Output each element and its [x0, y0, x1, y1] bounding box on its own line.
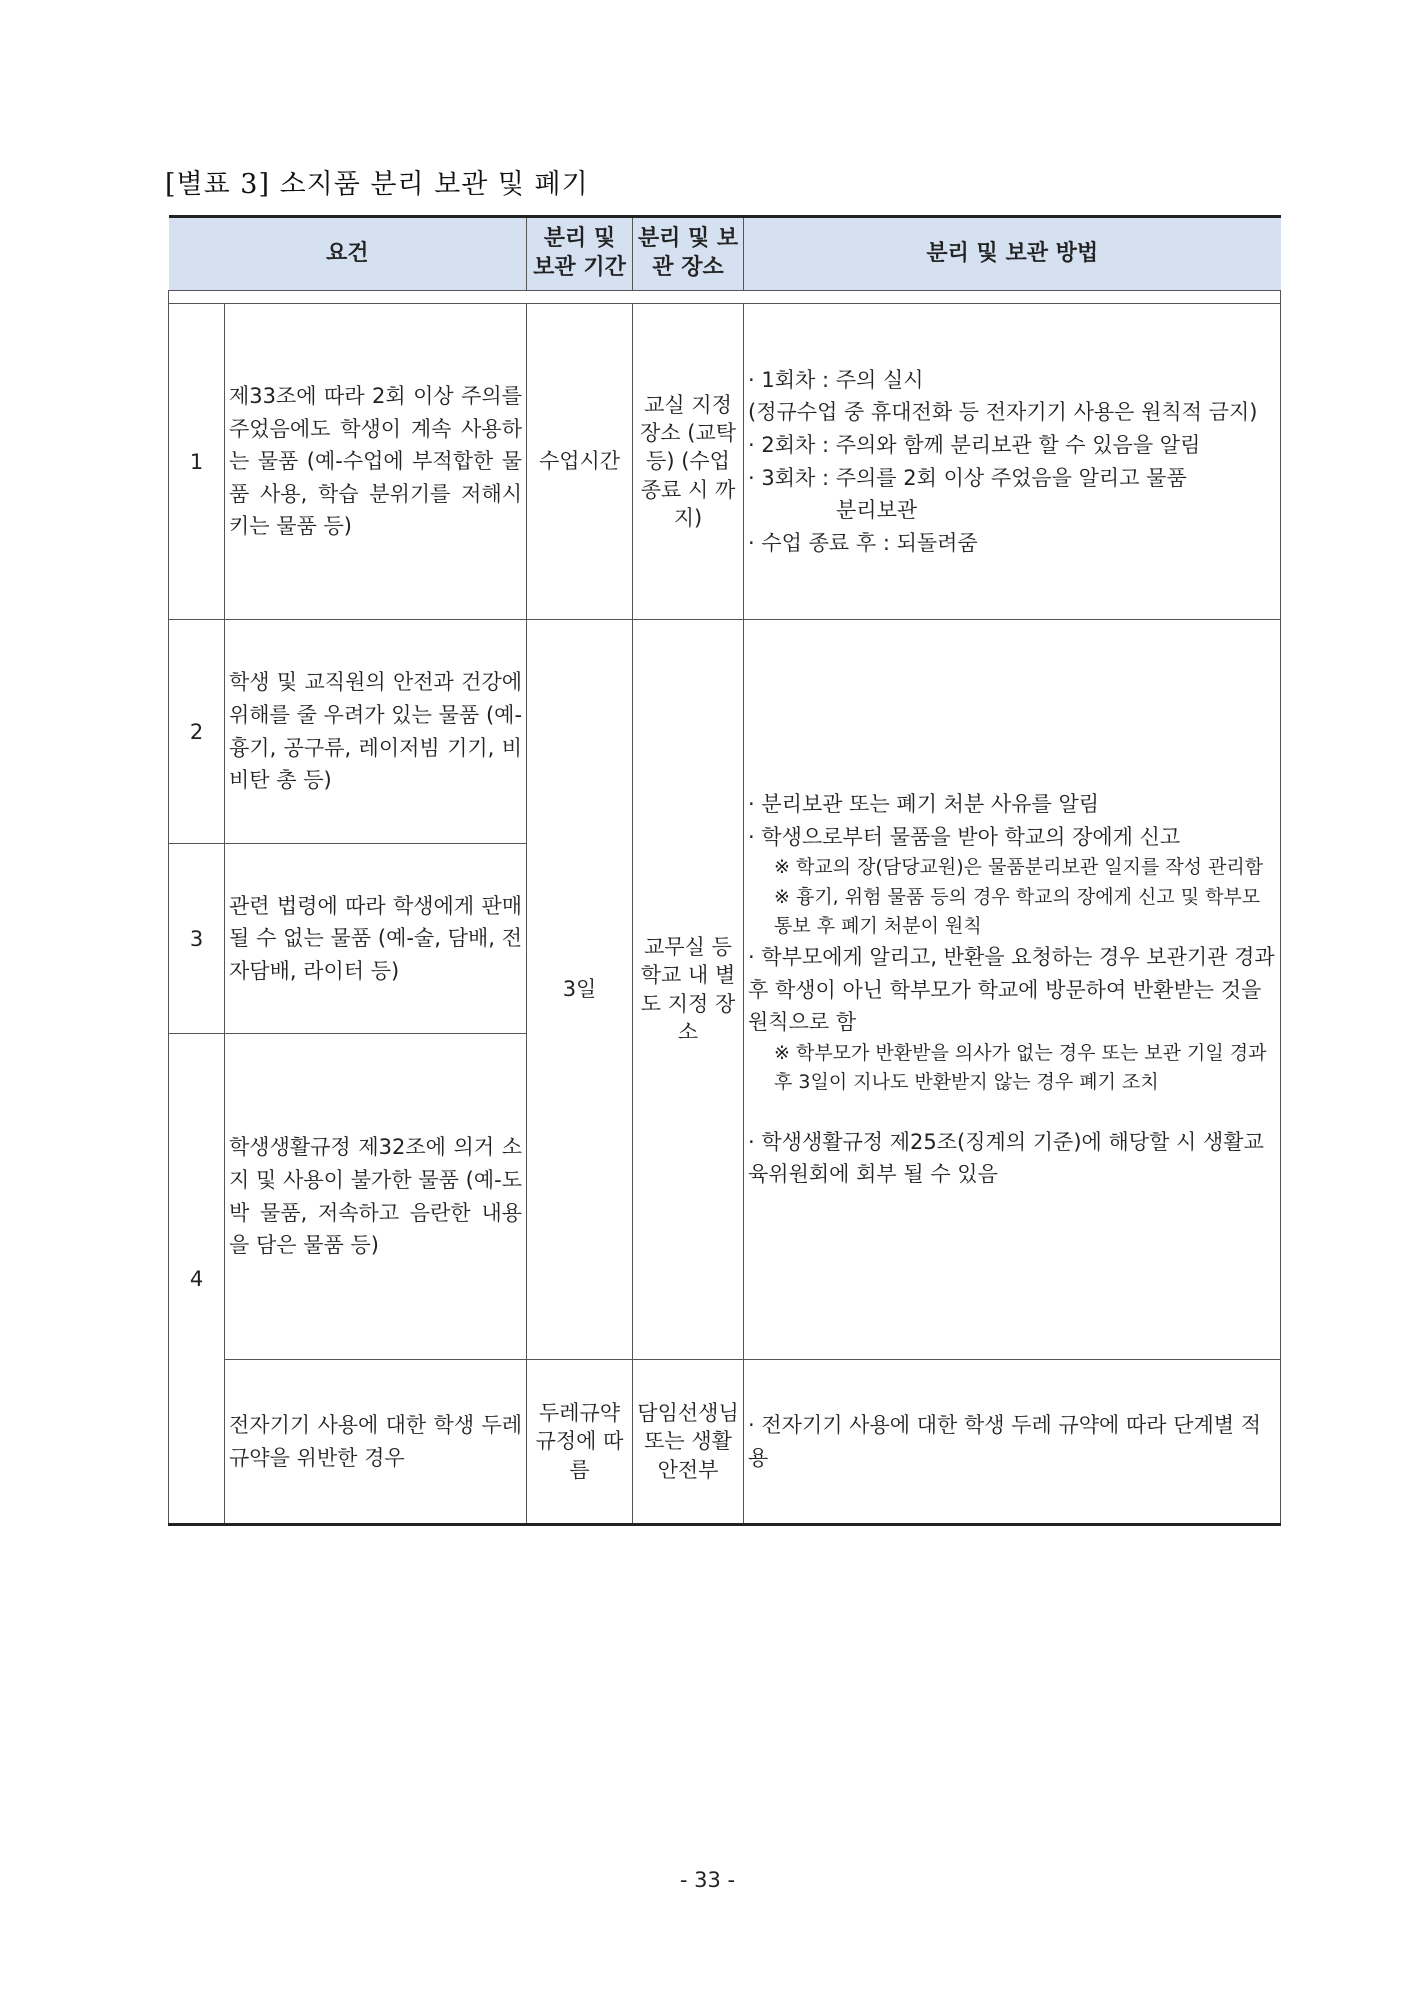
regulation-table [168, 215, 1281, 1526]
header-requirement: 요건 [169, 217, 527, 291]
method-line: · 학생생활규정 제25조(징계의 기준)에 해당할 시 생활교육위원회에 회부 될 수 있음 [748, 1129, 1264, 1187]
row-number: 2 [169, 620, 225, 844]
row-period: 수업시간 [527, 304, 633, 620]
shared-method [744, 620, 1281, 1360]
shared-place: 교무실 등 학교 내 별도 지정 장소 [633, 620, 744, 1360]
row-requirement: 전자기기 사용에 대한 학생 두레 규약을 위반한 경우 [225, 1360, 527, 1525]
row-method: · 전자기기 사용에 대한 학생 두레 규약에 따라 단계별 적용 [744, 1360, 1281, 1525]
row-requirement: 관련 법령에 따라 학생에게 판매될 수 없는 물품 (예-술, 담배, 전자담배, 라이터 등) [225, 844, 527, 1034]
method-line: · 2회차 : 주의와 함께 분리보관 할 수 있음을 알림 [748, 432, 1201, 457]
row-number: 1 [169, 304, 225, 620]
table-row [169, 620, 1281, 844]
method-line: · 1회차 : 주의 실시 [748, 367, 924, 392]
header-method: 분리 및 보관 방법 [744, 217, 1281, 291]
row-requirement: 제33조에 따라 2회 이상 주의를 주었음에도 학생이 계속 사용하는 물품 (예-수업에 부적합한 물품 사용, 학습 분위기를 저해시키는 물품 등) [225, 304, 527, 620]
method-line: (정규수업 중 휴대전화 등 전자기기 사용은 원칙적 금지) [748, 400, 1258, 425]
method-line: · 학생으로부터 물품을 받아 학교의 장에게 신고 [748, 824, 1181, 849]
row-requirement: 학생생활규정 제32조에 의거 소지 및 사용이 불가한 물품 (예-도박 물품, 저속하고 음란한 내용을 담은 물품 등) [225, 1034, 527, 1360]
method-note: ※ 학교의 장(담당교원)은 물품분리보관 일지를 작성 관리함 [774, 856, 1264, 879]
table-row [169, 1360, 1281, 1525]
method-line: · 분리보관 또는 폐기 처분 사유를 알림 [748, 791, 1100, 816]
method-line: · 수업 종료 후 : 되돌려줌 [748, 530, 978, 555]
method-note: ※ 학부모가 반환받을 의사가 없는 경우 또는 보관 기일 경과 후 3일이 지나도 반환받지 않는 경우 폐기 조치 [774, 1042, 1267, 1094]
row-place: 교실 지정 장소 (교탁 등) (수업 종료 시 까지) [633, 304, 744, 620]
row-method [744, 304, 1281, 620]
row-number: 3 [169, 844, 225, 1034]
method-line: 분리보관 [836, 498, 918, 523]
row-requirement: 학생 및 교직원의 안전과 건강에 위해를 줄 우려가 있는 물품 (예-흉기, 공구류, 레이저빔 기기, 비비탄 총 등) [225, 620, 527, 844]
row-place: 담임선생님 또는 생활안전부 [633, 1360, 744, 1525]
method-line: · 3회차 : 주의를 2회 이상 주었음을 알리고 물품 [748, 465, 1187, 490]
page-number: - 33 - [679, 1868, 736, 1892]
row-period: 두레규약 규정에 따름 [527, 1360, 633, 1525]
method-line: · 학부모에게 알리고, 반환을 요청하는 경우 보관기관 경과 후 학생이 아닌 학부모가 학교에 방문하여 반환받는 것을 원칙으로 함 [748, 945, 1275, 1035]
header-place: 분리 및 보관 장소 [633, 217, 744, 291]
method-note: ※ 흉기, 위험 물품 등의 경우 학교의 장에게 신고 및 학부모 통보 후 폐기 처분이 원칙 [774, 885, 1261, 937]
page-title: [별표 3] 소지품 분리 보관 및 폐기 [165, 169, 589, 200]
header-period: 분리 및 보관 기간 [527, 217, 633, 291]
row-number: 4 [169, 1034, 225, 1525]
table-row [169, 304, 1281, 620]
shared-period: 3일 [527, 620, 633, 1360]
header-row [169, 217, 1281, 291]
